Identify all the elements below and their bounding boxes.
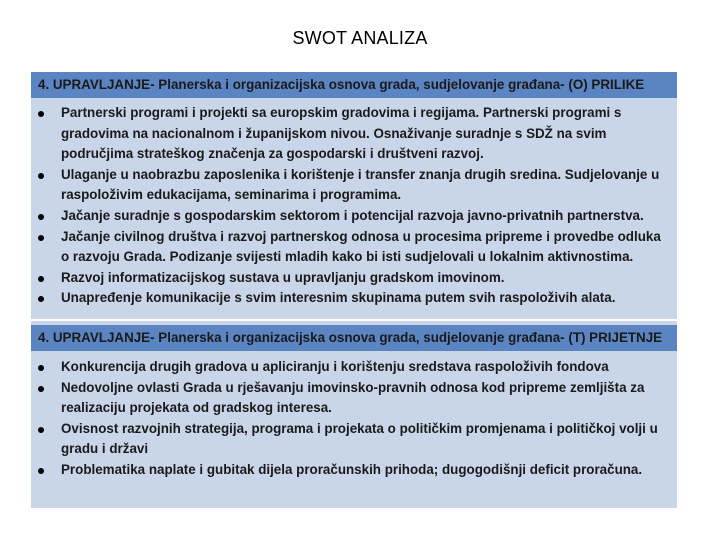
opportunities-body: [31, 103, 677, 309]
threats-list: [31, 357, 677, 481]
list-item: [31, 268, 677, 289]
list-item-text: Razvoj informatizacijskog sustava u upravljanju gradskom imovinom.: [61, 269, 505, 285]
list-item: [31, 378, 677, 419]
bullet-icon: [38, 427, 44, 433]
bullet-icon: [38, 111, 44, 117]
list-item-text: Jačanje civilnog društva i razvoj partnerskog odnosa u procesima pripreme i provedbe odluka o razvoju Grada. Podizanje svijesti mladih kako bi isti sudjelovali u lokalnim aktivnostima.: [61, 228, 661, 265]
swot-table: [31, 72, 677, 508]
bullet-icon: [38, 468, 44, 474]
bullet-icon: [38, 173, 44, 179]
list-item: [31, 206, 677, 227]
list-item-text: Nedovoljne ovlasti Grada u rješavanju imovinsko-pravnih odnosa kod pripreme zemljišta za realizaciju projekata od gradskog interesa.: [61, 379, 645, 416]
list-item-text: Jačanje suradnje s gospodarskim sektorom i potencijal razvoja javno-privatnih partnerstva.: [61, 207, 644, 223]
section-divider: [31, 319, 677, 321]
bullet-icon: [38, 235, 44, 241]
list-item-text: Ovisnost razvojnih strategija, programa i projekata o političkim promjenama i političkoj volji u gradu i državi: [61, 420, 658, 457]
bullet-icon: [38, 214, 44, 220]
opportunities-list: [31, 103, 677, 309]
list-item-text: Problematika naplate i gubitak dijela proračunskih prihoda; dugogodišnji deficit proračuna.: [61, 461, 643, 477]
bullet-icon: [38, 386, 44, 392]
list-item: [31, 227, 677, 268]
list-item: [31, 288, 677, 309]
list-item: [31, 103, 677, 165]
bullet-icon: [38, 365, 44, 371]
list-item: [31, 357, 677, 378]
list-item-text: Unapređenje komunikacije s svim interesnim skupinama putem svih raspoloživih alata.: [61, 290, 616, 306]
threats-body: [31, 357, 677, 481]
list-item-text: Partnerski programi i projekti sa europskim gradovima i regijama. Partnerski programi s gradovima na nacionalnom i županijskom nivou. Osnaživanje suradnje s SDŽ na svim područjima strateškog značenja za gospodarski i društveni razvoj.: [61, 105, 622, 162]
page-title: SWOT ANALIZA: [292, 28, 428, 48]
bullet-icon: [38, 276, 44, 282]
list-item: [31, 165, 677, 206]
list-item-text: Konkurencija drugih gradova u apliciranju i korištenju sredstava raspoloživih fondova: [61, 359, 609, 374]
list-item: [31, 419, 677, 460]
threats-header: 4. UPRAVLJANJE- Planerska i organizacijska osnova grada, sudjelovanje građana- (T) PRIJETNJE: [31, 325, 677, 351]
list-item: [31, 460, 677, 481]
list-item-text: Ulaganje u naobrazbu zaposlenika i korištenje i transfer znanja drugih sredina. Sudjelovanje u raspoloživim edukacijama, seminarima i programima.: [61, 166, 660, 203]
opportunities-header: 4. UPRAVLJANJE- Planerska i organizacijska osnova grada, sudjelovanje građana- (O) PRILIKE: [31, 72, 677, 98]
bullet-icon: [38, 296, 44, 302]
